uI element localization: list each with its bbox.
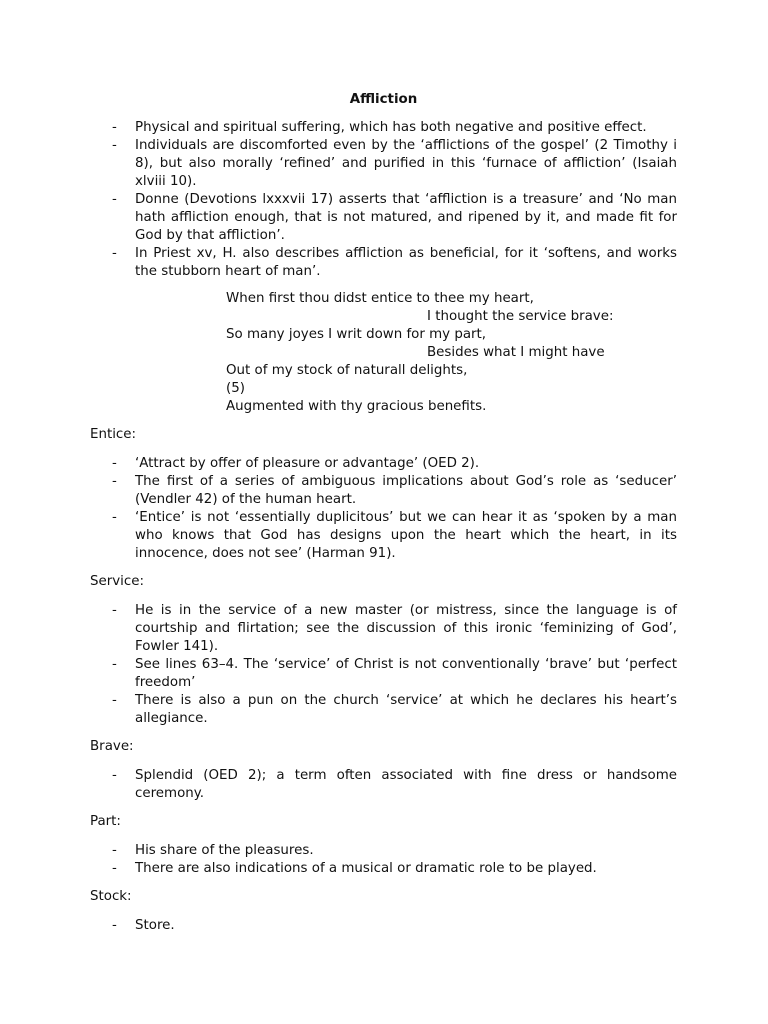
gloss-list: [90, 767, 677, 803]
list-item: [90, 842, 677, 860]
gloss-heading: Brave:: [90, 739, 134, 754]
list-item: [90, 137, 677, 191]
list-item: [90, 509, 677, 563]
list-item-text: There is also a pun on the church ‘service’ at which he declares his heart’s allegiance.: [135, 693, 677, 726]
gloss-heading: Part:: [90, 814, 121, 829]
list-item-text: In Priest xv, H. also describes affliction as beneficial, for it ‘softens, and works the stubborn heart of man’.: [135, 246, 677, 279]
list-item-text: ‘Attract by offer of pleasure or advantage’ (OED 2).: [135, 456, 480, 471]
poem-line: I thought the service brave:: [427, 309, 614, 324]
bullet-dash: -: [112, 693, 117, 708]
bullet-dash: -: [112, 510, 117, 525]
poem-line-number: (5): [226, 381, 245, 396]
list-item-text: Donne (Devotions lxxxvii 17) asserts that ‘affliction is a treasure’ and ‘No man hath affliction enough, that is not matured, and ripened by it, and made fit for God by that affliction’.: [135, 192, 677, 243]
list-item-text: There are also indications of a musical or dramatic role to be played.: [135, 861, 597, 876]
bullet-dash: -: [112, 192, 117, 207]
gloss-section-brave: [90, 738, 677, 803]
gloss-section-part: [90, 813, 677, 878]
bullet-dash: -: [112, 918, 117, 933]
list-item: [90, 860, 677, 878]
gloss-list: [90, 602, 677, 728]
poem-excerpt: [226, 290, 677, 416]
gloss-list: [90, 842, 677, 878]
bullet-dash: -: [112, 603, 117, 618]
bullet-dash: -: [112, 474, 117, 489]
list-item-text: Splendid (OED 2); a term often associated with fine dress or handsome ceremony.: [135, 768, 677, 801]
list-item-text: The first of a series of ambiguous implications about God’s role as ‘seducer’ (Vendler 42) of the human heart.: [135, 474, 677, 507]
list-item-text: His share of the pleasures.: [135, 843, 314, 858]
list-item: [90, 119, 677, 137]
list-item-text: He is in the service of a new master (or mistress, since the language is of courtship and flirtation; see the discussion of this ironic ‘feminizing of God’, Fowler 141).: [135, 603, 677, 654]
poem-line: So many joyes I writ down for my part,: [226, 327, 487, 342]
gloss-heading: Entice:: [90, 427, 137, 442]
bullet-dash: -: [112, 138, 117, 153]
bullet-dash: -: [112, 456, 117, 471]
list-item: [90, 767, 677, 803]
bullet-dash: -: [112, 843, 117, 858]
document-title: Affliction: [349, 92, 418, 107]
gloss-list: [90, 917, 677, 935]
poem-line: Besides what I might have: [427, 345, 605, 360]
intro-list: [90, 119, 677, 281]
bullet-dash: -: [112, 861, 117, 876]
poem-line: Out of my stock of naturall delights,: [226, 363, 468, 378]
poem-line: Augmented with thy gracious benefits.: [226, 399, 487, 414]
bullet-dash: -: [112, 246, 117, 261]
list-item: [90, 455, 677, 473]
bullet-dash: -: [112, 120, 117, 135]
document-page: [90, 90, 677, 945]
list-item: [90, 602, 677, 656]
list-item-text: Store.: [135, 918, 175, 933]
list-item-text: Individuals are discomforted even by the ‘afflictions of the gospel’ (2 Timothy i 8), but also morally ‘refined’ and purified in this ‘furnace of affliction’ (Isaiah xlviii 10).: [135, 138, 677, 189]
gloss-section-entice: [90, 426, 677, 563]
list-item: [90, 245, 677, 281]
gloss-list: [90, 455, 677, 563]
gloss-section-stock: [90, 888, 677, 935]
list-item: [90, 191, 677, 245]
gloss-section-service: [90, 573, 677, 728]
list-item-text: Physical and spiritual suffering, which has both negative and positive effect.: [135, 120, 647, 135]
gloss-heading: Service:: [90, 574, 145, 589]
list-item-text: See lines 63–4. The ‘service’ of Christ is not conventionally ‘brave’ but ‘perfect freedom’: [135, 657, 677, 690]
list-item: [90, 656, 677, 692]
list-item-text: ‘Entice’ is not ‘essentially duplicitous’ but we can hear it as ‘spoken by a man who knows that God has designs upon the heart which the heart, in its innocence, does not see’ (Harman 91).: [135, 510, 677, 561]
bullet-dash: -: [112, 657, 117, 672]
list-item: [90, 917, 677, 935]
bullet-dash: -: [112, 768, 117, 783]
list-item: [90, 692, 677, 728]
list-item: [90, 473, 677, 509]
gloss-heading: Stock:: [90, 889, 132, 904]
poem-line: When first thou didst entice to thee my heart,: [226, 291, 534, 306]
